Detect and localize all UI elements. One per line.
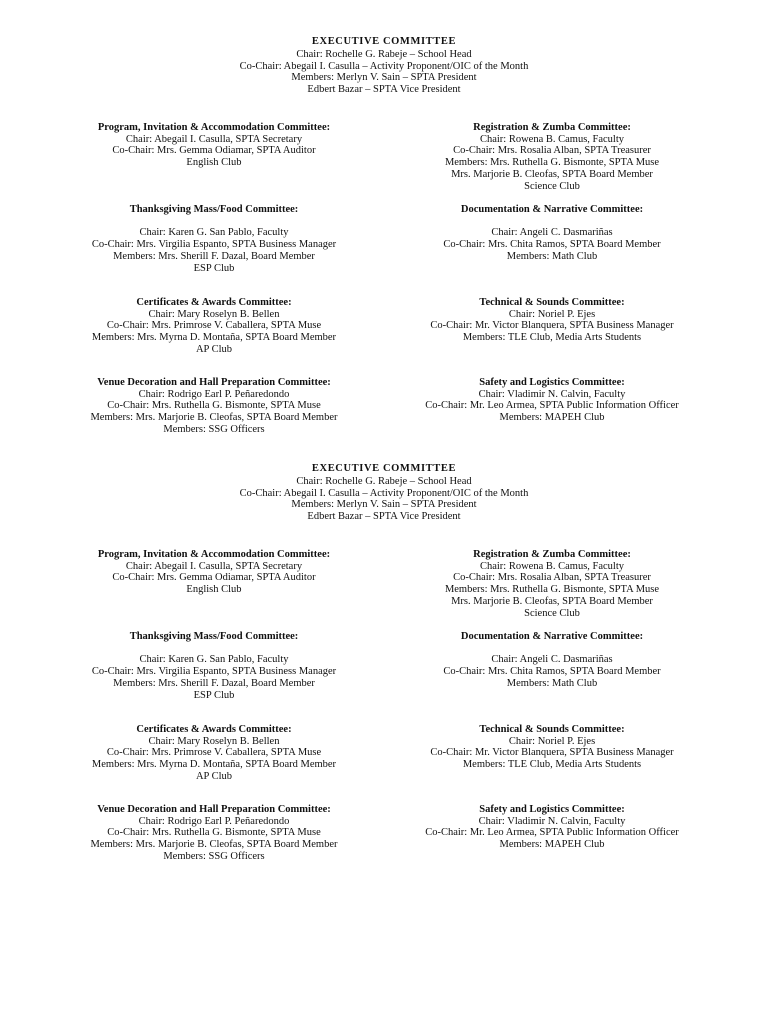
committee-documentation-narrative xyxy=(402,631,702,690)
committee-heading: Technical & Sounds Committee: xyxy=(479,724,625,735)
committee-line: Chair: Abegail I. Casulla, SPTA Secretary xyxy=(125,133,303,145)
committee-line: Chair: Rowena B. Camus, Faculty xyxy=(479,560,625,572)
committee-technical-sounds xyxy=(402,724,702,771)
committee-line: Co-Chair: Mr. Victor Blanquera, SPTA Business Manager xyxy=(430,320,674,332)
committee-line: Co-Chair: Mrs. Rosalia Alban, SPTA Treasurer xyxy=(453,572,651,584)
committee-heading: Thanksgiving Mass/Food Committee: xyxy=(129,204,299,215)
committee-line: Members: SSG Officers xyxy=(163,423,265,435)
executive-member: Edbert Bazar – SPTA Vice President xyxy=(307,511,461,523)
committee-line: English Club xyxy=(186,584,242,596)
committee-registration-zumba xyxy=(402,549,702,619)
committee-line: Chair: Angeli C. Dasmariñas xyxy=(491,227,613,239)
committee-line: Members: Mrs. Sherill F. Dazal, Board Member xyxy=(113,250,315,262)
committee-line: Members: Math Club xyxy=(506,250,598,262)
committee-line: Chair: Abegail I. Casulla, SPTA Secretary xyxy=(125,560,303,572)
committee-line: Co-Chair: Mrs. Rosalia Alban, SPTA Treasurer xyxy=(453,145,651,157)
committee-line: Members: Mrs. Myrna D. Montaña, SPTA Board Member xyxy=(91,759,337,771)
committee-line: Chair: Mary Roselyn B. Bellen xyxy=(148,308,280,320)
committee-heading: Certificates & Awards Committee: xyxy=(136,724,292,735)
committee-line: Members: SSG Officers xyxy=(163,850,265,862)
committee-heading: Safety and Logistics Committee: xyxy=(479,804,625,815)
committee-technical-sounds xyxy=(402,297,702,344)
committee-line: Members: Math Club xyxy=(506,677,598,689)
committee-heading: Registration & Zumba Committee: xyxy=(473,549,631,560)
committee-line: Science Club xyxy=(524,607,580,619)
committee-line: Co-Chair: Mrs. Ruthella G. Bismonte, SPTA Muse xyxy=(107,400,321,412)
committee-venue-decoration xyxy=(64,377,364,436)
committee-line: Members: MAPEH Club xyxy=(499,412,605,424)
committee-line: Chair: Angeli C. Dasmariñas xyxy=(491,654,613,666)
committee-line: Chair: Rowena B. Camus, Faculty xyxy=(479,133,625,145)
committee-line: Mrs. Marjorie B. Cleofas, SPTA Board Member xyxy=(451,168,653,180)
committee-line: Chair: Vladimir N. Calvin, Faculty xyxy=(478,815,626,827)
committee-program-invitation xyxy=(64,549,364,596)
committee-safety-logistics xyxy=(402,804,702,851)
committee-line: Chair: Noriel P. Ejes xyxy=(508,308,596,320)
committee-line: Chair: Noriel P. Ejes xyxy=(508,735,596,747)
committee-line: AP Club xyxy=(195,770,233,782)
committee-blank-line xyxy=(64,216,364,228)
executive-committee xyxy=(0,36,768,96)
executive-co-chair: Co-Chair: Abegail I. Casulla – Activity Proponent/OIC of the Month xyxy=(239,60,529,72)
committee-certificates-awards xyxy=(64,724,364,783)
committee-line: Members: Mrs. Ruthella G. Bismonte, SPTA Muse xyxy=(444,584,660,596)
executive-member: Edbert Bazar – SPTA Vice President xyxy=(307,84,461,96)
committee-heading: Venue Decoration and Hall Preparation Committee: xyxy=(97,377,331,388)
committee-line: Chair: Vladimir N. Calvin, Faculty xyxy=(478,388,626,400)
committee-line: Members: TLE Club, Media Arts Students xyxy=(462,759,642,771)
committee-line: Chair: Karen G. San Pablo, Faculty xyxy=(139,227,289,239)
committee-registration-zumba xyxy=(402,122,702,192)
committee-program-invitation xyxy=(64,122,364,169)
committee-line: Chair: Rodrigo Earl P. Peñaredondo xyxy=(138,388,290,400)
committee-heading: Program, Invitation & Accommodation Committee: xyxy=(97,122,331,133)
executive-member: Members: Merlyn V. Sain – SPTA President xyxy=(291,72,477,84)
committee-line: Chair: Karen G. San Pablo, Faculty xyxy=(139,654,289,666)
committee-line: Members: Mrs. Marjorie B. Cleofas, SPTA Board Member xyxy=(90,839,338,851)
committee-line: Chair: Mary Roselyn B. Bellen xyxy=(148,735,280,747)
committee-line: Co-Chair: Mrs. Chita Ramos, SPTA Board Member xyxy=(443,239,661,251)
committee-line: Mrs. Marjorie B. Cleofas, SPTA Board Member xyxy=(451,595,653,607)
committee-line: Members: Mrs. Ruthella G. Bismonte, SPTA Muse xyxy=(444,157,660,169)
committee-certificates-awards xyxy=(64,297,364,356)
committee-line: Co-Chair: Mrs. Gemma Odiamar, SPTA Auditor xyxy=(112,572,316,584)
executive-committee-title: EXECUTIVE COMMITTEE xyxy=(311,36,457,47)
executive-member: Members: Merlyn V. Sain – SPTA President xyxy=(291,499,477,511)
committee-thanksgiving-food xyxy=(64,204,364,274)
executive-committee-title: EXECUTIVE COMMITTEE xyxy=(311,463,457,474)
committee-line: Co-Chair: Mr. Victor Blanquera, SPTA Business Manager xyxy=(430,747,674,759)
committee-line: English Club xyxy=(186,157,242,169)
committee-heading: Program, Invitation & Accommodation Committee: xyxy=(97,549,331,560)
committee-list-copy-1 xyxy=(0,36,768,435)
committee-heading: Documentation & Narrative Committee: xyxy=(460,204,644,215)
committee-heading: Certificates & Awards Committee: xyxy=(136,297,292,308)
committee-heading: Safety and Logistics Committee: xyxy=(479,377,625,388)
committee-line: Co-Chair: Mrs. Ruthella G. Bismonte, SPTA Muse xyxy=(107,827,321,839)
committee-blank-line xyxy=(64,643,364,655)
committee-line: Co-Chair: Mrs. Virgilia Espanto, SPTA Business Manager xyxy=(91,239,337,251)
committee-thanksgiving-food xyxy=(64,631,364,701)
committee-line: Members: Mrs. Myrna D. Montaña, SPTA Board Member xyxy=(91,332,337,344)
committee-venue-decoration xyxy=(64,804,364,863)
executive-chair: Chair: Rochelle G. Rabeje – School Head xyxy=(296,48,472,60)
committee-line: Members: TLE Club, Media Arts Students xyxy=(462,332,642,344)
executive-chair: Chair: Rochelle G. Rabeje – School Head xyxy=(296,475,472,487)
committee-line: Co-Chair: Mrs. Virgilia Espanto, SPTA Business Manager xyxy=(91,666,337,678)
committee-line: Co-Chair: Mr. Leo Armea, SPTA Public Information Officer xyxy=(425,827,679,839)
committee-line: Science Club xyxy=(524,180,580,192)
committee-safety-logistics xyxy=(402,377,702,424)
committee-heading: Venue Decoration and Hall Preparation Committee: xyxy=(97,804,331,815)
committee-line: Members: Mrs. Sherill F. Dazal, Board Member xyxy=(113,677,315,689)
committee-line: Co-Chair: Mrs. Chita Ramos, SPTA Board Member xyxy=(443,666,661,678)
committee-line: Co-Chair: Mrs. Gemma Odiamar, SPTA Auditor xyxy=(112,145,316,157)
committee-line: Co-Chair: Mrs. Primrose V. Caballera, SPTA Muse xyxy=(106,747,322,759)
committee-documentation-narrative xyxy=(402,204,702,263)
executive-co-chair: Co-Chair: Abegail I. Casulla – Activity Proponent/OIC of the Month xyxy=(239,487,529,499)
committee-line: Members: Mrs. Marjorie B. Cleofas, SPTA Board Member xyxy=(90,412,338,424)
committee-heading: Registration & Zumba Committee: xyxy=(473,122,631,133)
committee-line: Co-Chair: Mrs. Primrose V. Caballera, SPTA Muse xyxy=(106,320,322,332)
committee-heading: Documentation & Narrative Committee: xyxy=(460,631,644,642)
committee-blank-line xyxy=(402,643,702,655)
committee-heading: Technical & Sounds Committee: xyxy=(479,297,625,308)
committee-blank-line xyxy=(402,216,702,228)
committee-line: Members: MAPEH Club xyxy=(499,839,605,851)
committee-line: ESP Club xyxy=(193,689,235,701)
executive-committee xyxy=(0,463,768,523)
committee-line: Chair: Rodrigo Earl P. Peñaredondo xyxy=(138,815,290,827)
committee-heading: Thanksgiving Mass/Food Committee: xyxy=(129,631,299,642)
committee-list-copy-2 xyxy=(0,463,768,862)
committee-line: AP Club xyxy=(195,343,233,355)
committee-line: Co-Chair: Mr. Leo Armea, SPTA Public Information Officer xyxy=(425,400,679,412)
committee-line: ESP Club xyxy=(193,262,235,274)
